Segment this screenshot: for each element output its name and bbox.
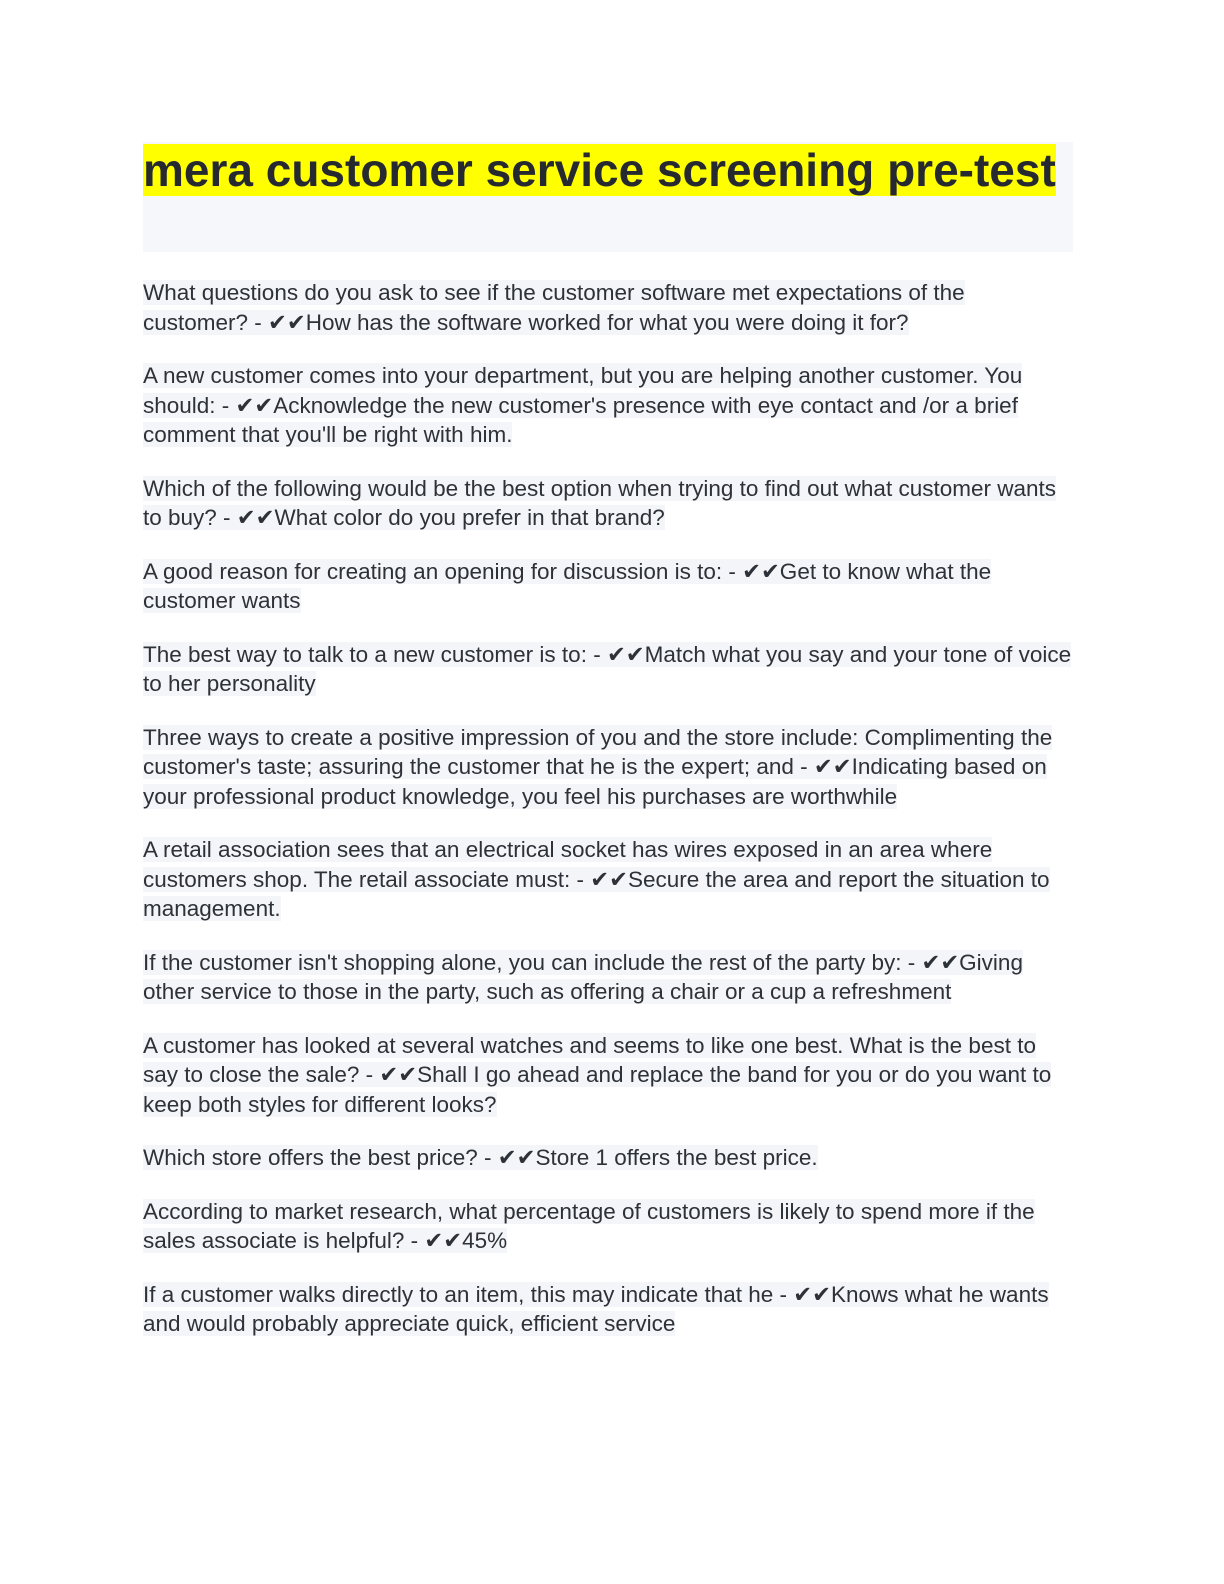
qa-item-text: A good reason for creating an opening for discussion is to: - ✔✔Get to know what the customer wants	[143, 558, 992, 613]
qa-item	[143, 557, 1073, 616]
document-title-text: mera customer service screening pre-test	[143, 144, 1056, 196]
qa-item-text: According to market research, what percentage of customers is likely to spend more if the sales associate is helpful? - ✔✔45%	[143, 1198, 1035, 1253]
title-block	[143, 142, 1073, 252]
qa-item-text: A retail association sees that an electrical socket has wires exposed in an area where customers shop. The retail associate must: - ✔✔Secure the area and report the situation to management.	[143, 837, 1050, 921]
document-page	[143, 142, 1073, 1363]
qa-item-text: A new customer comes into your department, but you are helping another customer. You should: - ✔✔Acknowledge the new customer's presence with eye contact and /or a brief comment that you'll be right with him.	[143, 363, 1023, 447]
qa-item-text: What questions do you ask to see if the customer software met expectations of the customer? - ✔✔How has the software worked for what you were doing it for?	[143, 280, 965, 335]
qa-item-text: Which store offers the best price? - ✔✔Store 1 offers the best price.	[143, 1145, 818, 1170]
qa-item-text: Which of the following would be the best option when trying to find out what customer wants to buy? - ✔✔What color do you prefer in that brand?	[143, 475, 1057, 530]
qa-item-text: A customer has looked at several watches and seems to like one best. What is the best to say to close the sale? - ✔✔Shall I go ahead and replace the band for you or do you want to keep both styles for different looks?	[143, 1032, 1052, 1117]
qa-item	[143, 1031, 1073, 1120]
qa-item	[143, 1280, 1073, 1339]
qa-item	[143, 835, 1073, 924]
document-title	[143, 142, 1073, 197]
qa-item-text: If the customer isn't shopping alone, you can include the rest of the party by: - ✔✔Giving other service to those in the party, such as offering a chair or a cup a refreshment	[143, 949, 1023, 1004]
qa-item-text: Three ways to create a positive impression of you and the store include: Complimenting the customer's taste; assuring the customer that he is the expert; and - ✔✔Indicating based on your professional product knowledge, you feel his purchases are worthwhile	[143, 724, 1053, 809]
qa-item-text: If a customer walks directly to an item, this may indicate that he - ✔✔Knows what he wants and would probably appreciate quick, efficient service	[143, 1281, 1049, 1336]
qa-item	[143, 948, 1073, 1007]
qa-item	[143, 640, 1073, 699]
qa-item	[143, 361, 1073, 450]
qa-item-text: The best way to talk to a new customer is to: - ✔✔Match what you say and your tone of voice to her personality	[143, 641, 1072, 696]
qa-item	[143, 1143, 1073, 1173]
qa-item	[143, 723, 1073, 812]
qa-item	[143, 278, 1073, 337]
qa-item	[143, 1197, 1073, 1256]
qa-item	[143, 474, 1073, 533]
qa-list	[143, 278, 1073, 1339]
